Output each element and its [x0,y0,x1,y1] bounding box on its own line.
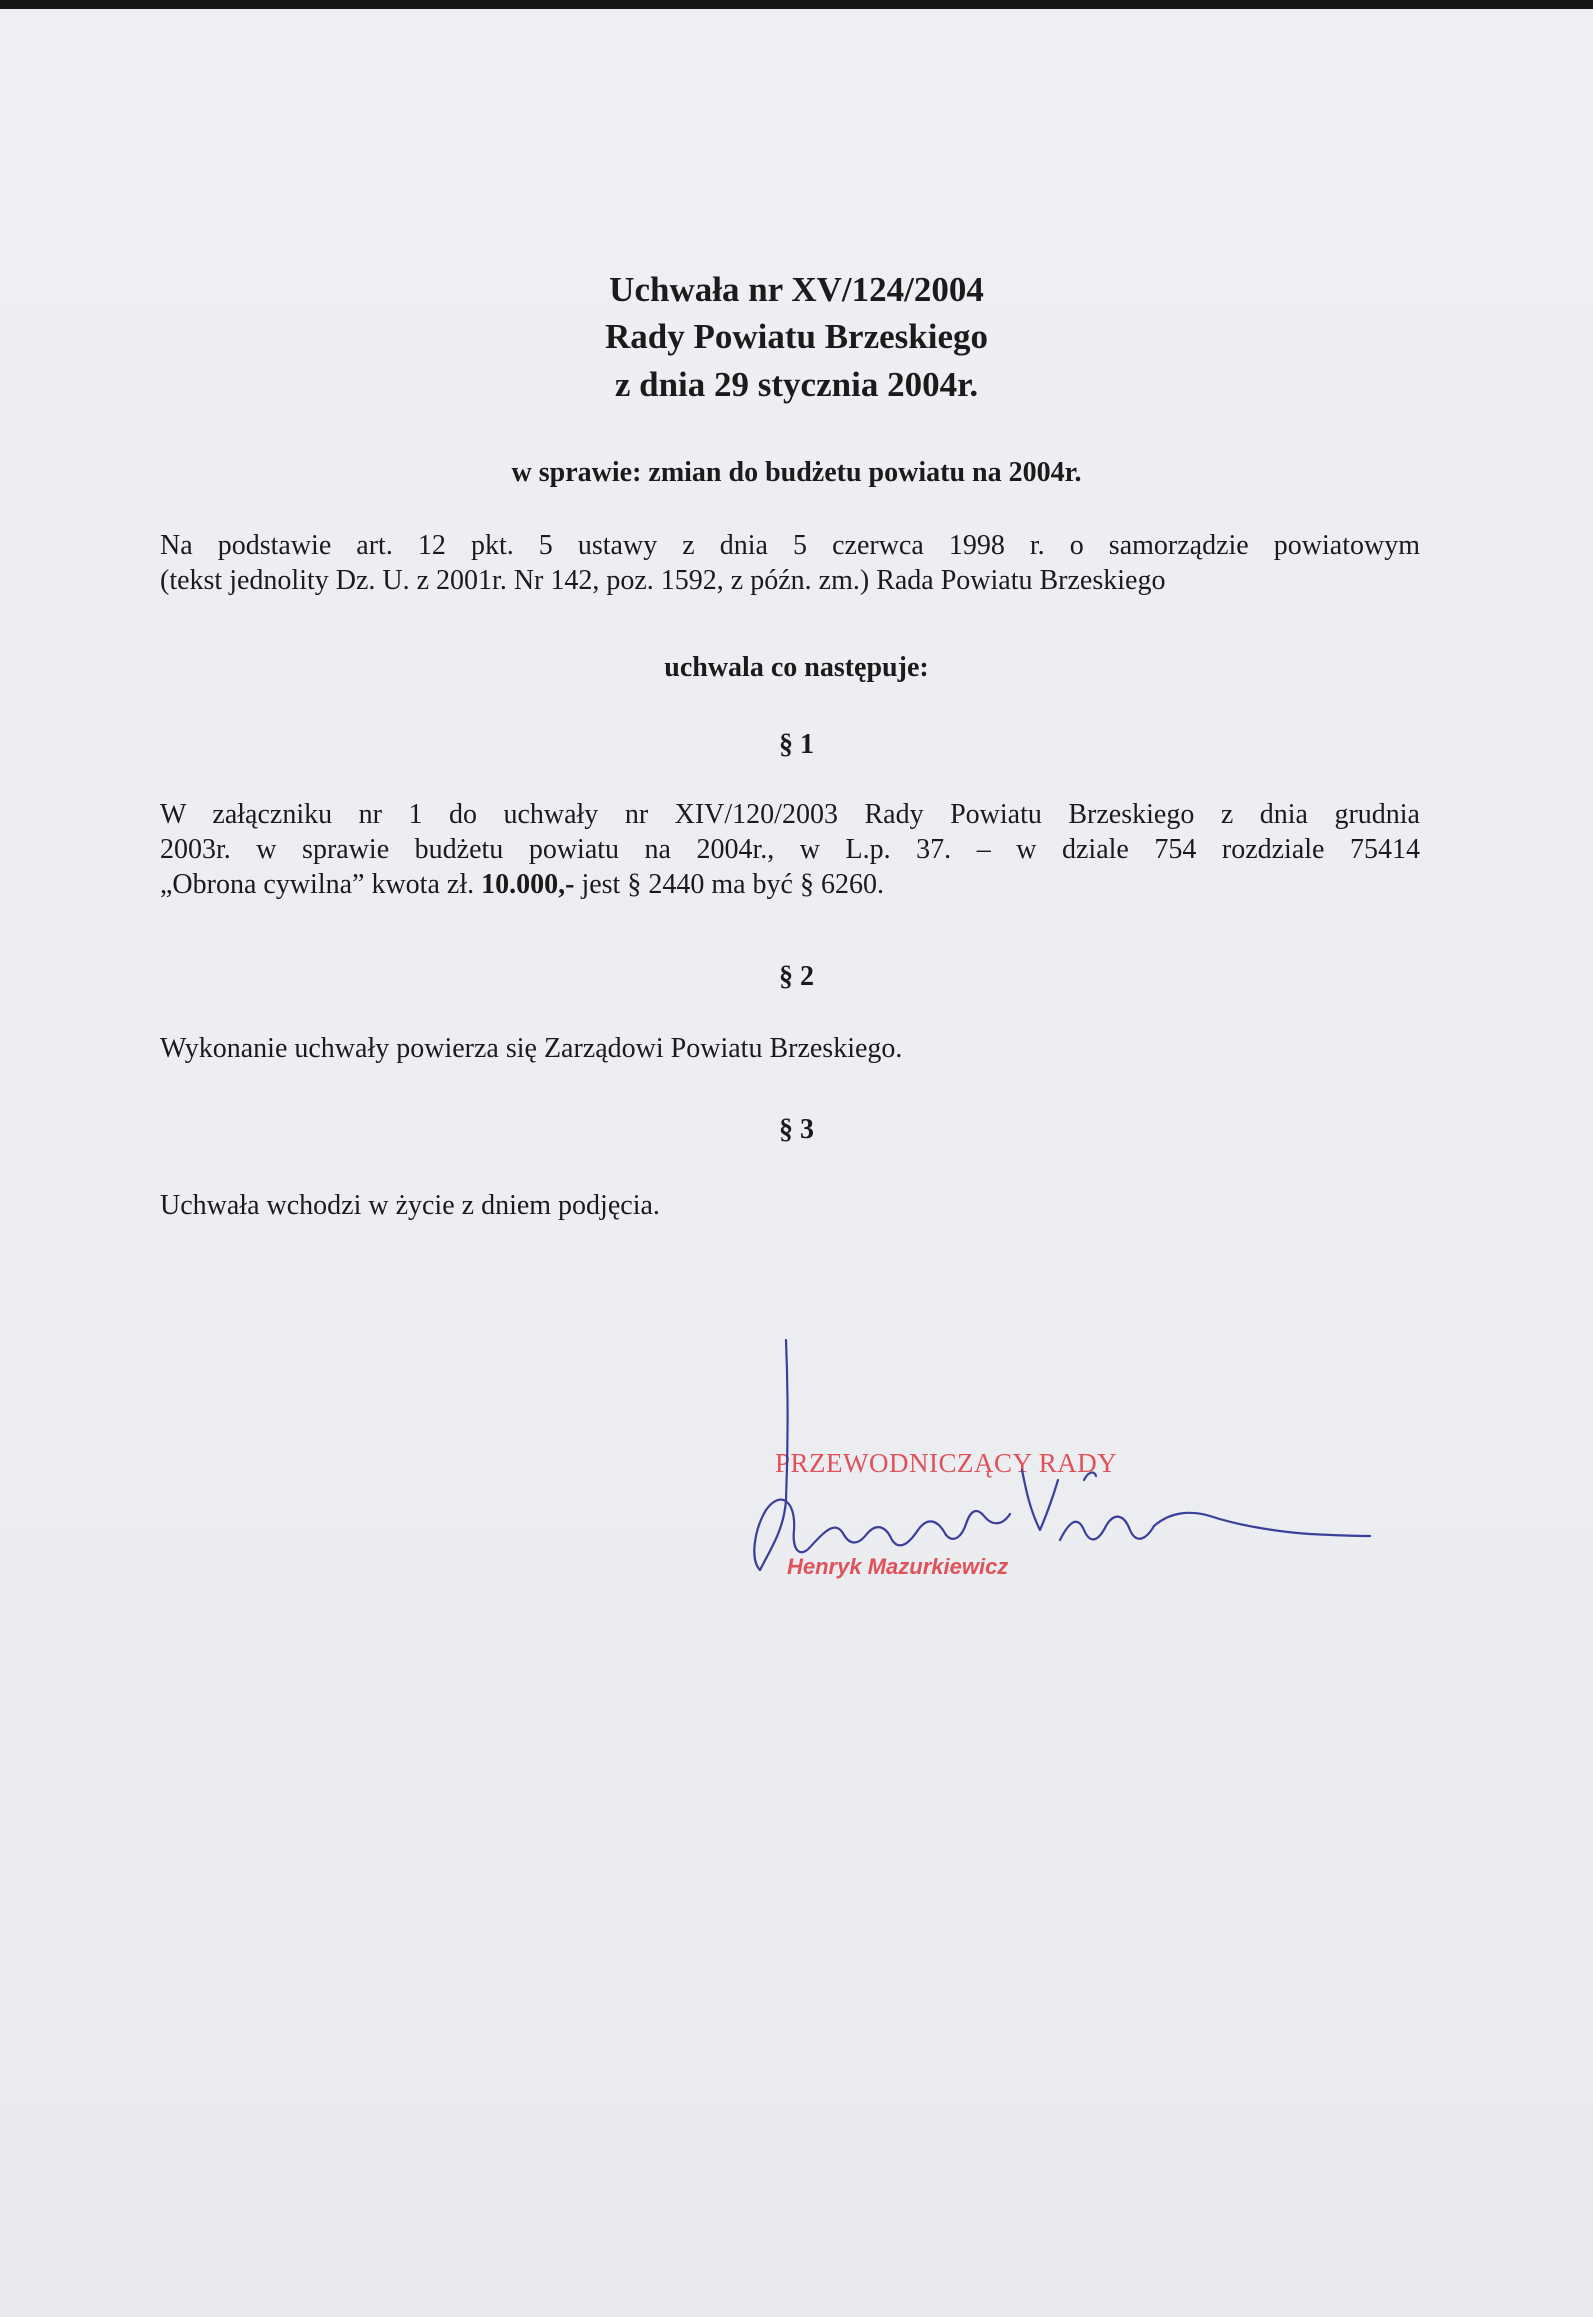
section-1-line-2: 2003r. w sprawie budżetu powiatu na 2004r., w L.p. 37. – w dziale 754 rozdziale 75414 [160,834,1420,865]
signature-stroke-name [754,1500,946,1570]
resolution-subject: w sprawie: zmian do budżetu powiatu na 2004r. [511,457,1082,488]
legal-basis-line-1: Na podstawie art. 12 pkt. 5 ustawy z dnia 5 czerwca 1998 r. o samorządzie powiatowym [160,530,1420,561]
section-1-line-3-start: „Obrona cywilna” kwota zł. [160,869,482,900]
council-name: Rady Powiatu Brzeskiego [604,317,989,356]
section-1-text [160,797,1420,902]
signature-stroke-middle [946,1511,1010,1539]
section-2-heading: § 2 [779,961,814,992]
chairman-stamp-name: Henryk Mazurkiewicz [787,1554,1009,1579]
resolution-date: z dnia 29 stycznia 2004r. [614,365,979,404]
resolves-heading: uchwala co następuje: [664,652,929,683]
handwritten-signature [740,1330,1380,1610]
legal-basis-line-2: (tekst jednolity Dz. U. z 2001r. Nr 142, poz. 1592, z późn. zm.) Rada Powiatu Brzeskiego [160,565,1166,596]
section-1-amount: 10.000,- [481,869,575,900]
section-3-heading: § 3 [779,1114,814,1145]
resolution-title: Uchwała nr XV/124/2004 [609,270,984,309]
section-3-text: Uchwała wchodzi w życie z dniem podjęcia. [160,1190,660,1221]
section-1-heading: § 1 [779,729,814,760]
scan-top-edge [0,0,1593,9]
chairman-stamp-title: PRZEWODNICZĄCY RADY [775,1448,1118,1478]
section-1-line-3-end: jest § 2440 ma być § 6260. [574,869,884,900]
section-1-line-1: W załączniku nr 1 do uchwały nr XIV/120/2003 Rady Powiatu Brzeskiego z dnia grudnia [160,799,1420,830]
signature-stroke-tail [1060,1517,1154,1540]
signature-stroke-underline [1154,1513,1370,1536]
signature-stroke-v [1022,1470,1058,1530]
legal-basis-paragraph [160,528,1420,598]
section-1-line-3 [160,867,1420,902]
signature-stroke-hat [1084,1473,1096,1480]
signature-stroke-vertical [760,1340,788,1570]
section-2-text: Wykonanie uchwały powierza się Zarządowi Powiatu Brzeskiego. [160,1033,903,1064]
